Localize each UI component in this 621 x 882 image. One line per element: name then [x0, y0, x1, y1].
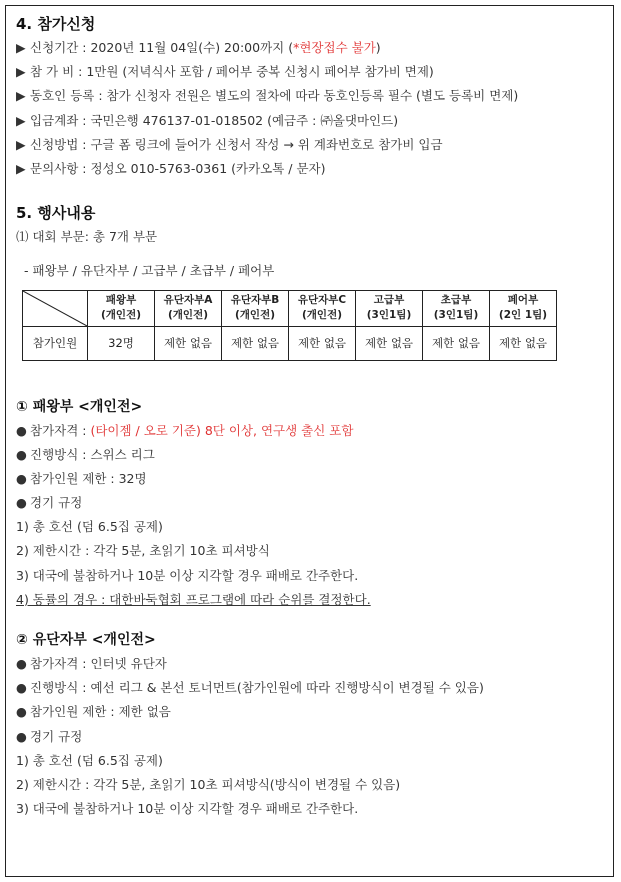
list-item	[16, 443, 606, 467]
list-item	[16, 652, 606, 676]
section-5-subtitle: ⑴ 대회 부문: 총 7개 부문	[16, 229, 158, 245]
list-item	[16, 491, 606, 515]
list-item	[16, 588, 606, 612]
circle-bullet-icon: ●	[16, 704, 27, 720]
list-item-text: 참가인원 제한 : 32명	[30, 470, 147, 486]
list-item-text: 신청기간 : 2020년 11월 04일(수) 20:00까지 (	[30, 40, 294, 55]
division-2-list	[16, 652, 606, 821]
list-item	[16, 797, 606, 821]
table-header: 유단자부C (개인전)	[289, 290, 356, 326]
list-item	[16, 109, 606, 133]
list-item	[16, 84, 606, 108]
list-item-text: 3) 대국에 불참하거나 10분 이상 지각할 경우 패배로 간주한다.	[16, 801, 359, 817]
list-item-text: 동호인 등록 : 참가 신청자 전원은 별도의 절차에 따라 동호인등록 필수 (별도 등록비 면제)	[30, 88, 519, 104]
division-2-title: ② 유단자부 <개인전>	[16, 632, 156, 648]
list-item-text: 1) 총 호선 (덤 6.5집 공제)	[16, 519, 163, 535]
circle-bullet-icon: ●	[16, 422, 27, 438]
triangle-bullet-icon: ▶	[16, 160, 26, 176]
list-item	[16, 749, 606, 773]
triangle-bullet-icon: ▶	[16, 112, 26, 128]
circle-bullet-icon: ●	[16, 728, 27, 744]
list-item-tail: )	[375, 40, 381, 55]
list-item-text: 3) 대국에 불참하거나 10분 이상 지각할 경우 패배로 간주한다.	[16, 567, 359, 583]
triangle-bullet-icon: ▶	[16, 136, 26, 152]
division-list: - 패왕부 / 유단자부 / 고급부 / 초급부 / 페어부	[24, 263, 275, 279]
table-cell: 제한 없음	[222, 326, 289, 360]
division-1-list	[16, 419, 606, 613]
circle-bullet-icon: ●	[16, 656, 27, 671]
table-header: 유단자부A (개인전)	[155, 290, 222, 326]
list-item-text: 2) 제한시간 : 각각 5분, 초읽기 10초 피셔방식(방식이 변경될 수 있음)	[16, 776, 401, 792]
list-item-text: 참가인원 제한 : 제한 없음	[30, 704, 171, 720]
list-item-text: 참가자격 :	[30, 422, 91, 438]
table-header: 유단자부B (개인전)	[222, 290, 289, 326]
section-4-title: 4. 참가신청	[16, 15, 96, 33]
document-body	[16, 12, 606, 821]
table-cell: 제한 없음	[289, 326, 356, 360]
list-item	[16, 419, 606, 443]
table-cell: 제한 없음	[423, 326, 490, 360]
triangle-bullet-icon: ▶	[16, 88, 26, 104]
highlight-text: (타이젬 / 오로 기준) 8단 이상, 연구생 출신 포함	[90, 422, 354, 438]
list-item	[16, 539, 606, 563]
list-item-text: 경기 규정	[30, 495, 83, 511]
table-cell: 제한 없음	[356, 326, 423, 360]
list-item-text: 참가자격 : 인터넷 유단자	[30, 656, 167, 671]
triangle-bullet-icon: ▶	[16, 40, 26, 55]
list-item	[16, 773, 606, 797]
circle-bullet-icon: ●	[16, 680, 27, 696]
list-item	[16, 157, 606, 181]
triangle-bullet-icon: ▶	[16, 64, 26, 80]
list-item-text: 2) 제한시간 : 각각 5분, 초읽기 10초 피셔방식	[16, 543, 270, 559]
circle-bullet-icon: ●	[16, 446, 27, 462]
list-item-text: 진행방식 : 스위스 리그	[30, 446, 155, 462]
diagonal-line	[23, 291, 87, 326]
division-table	[22, 290, 557, 361]
list-item	[16, 467, 606, 491]
list-item	[16, 564, 606, 588]
table-row	[23, 326, 557, 360]
highlight-text: *현장접수 불가	[293, 40, 376, 55]
list-item	[16, 133, 606, 157]
table-header: 고급부 (3인1팀)	[356, 290, 423, 326]
table-row-label: 참가인원	[23, 326, 88, 360]
list-item-text: 참 가 비 : 1만원 (저녁식사 포함 / 페어부 중복 신청시 페어부 참가비 면제)	[30, 64, 434, 80]
list-item-text: 4) 동률의 경우 : 대한바둑협회 프로그램에 따라 순위를 결정한다.	[16, 591, 371, 607]
list-item-text: 1) 총 호선 (덤 6.5집 공제)	[16, 752, 163, 768]
list-item-text: 문의사항 : 정성오 010-5763-0361 (카카오톡 / 문자)	[30, 160, 326, 176]
section-4-list	[16, 36, 606, 181]
table-cell: 제한 없음	[490, 326, 557, 360]
circle-bullet-icon: ●	[16, 495, 27, 511]
list-item-text: 경기 규정	[30, 728, 83, 744]
list-item	[16, 725, 606, 749]
circle-bullet-icon: ●	[16, 470, 27, 486]
list-item	[16, 60, 606, 84]
list-item-text: 진행방식 : 예선 리그 & 본선 토너먼트(참가인원에 따라 진행방식이 변경될 수 있음)	[30, 680, 484, 696]
table-header: 패왕부 (개인전)	[88, 290, 155, 326]
list-item-text: 입금계좌 : 국민은행 476137-01-018502 (예금주 : ㈜올댓마인드)	[30, 112, 399, 128]
table-header: 페어부 (2인 1팀)	[490, 290, 557, 326]
table-corner-cell	[23, 290, 88, 326]
division-1-title: ① 패왕부 <개인전>	[16, 398, 143, 415]
table-header: 초급부 (3인1팀)	[423, 290, 490, 326]
list-item	[16, 515, 606, 539]
table-cell: 제한 없음	[155, 326, 222, 360]
table-header-row	[23, 290, 557, 326]
table-cell: 32명	[88, 326, 155, 360]
section-5-title: 5. 행사내용	[16, 204, 96, 223]
list-item-text: 신청방법 : 구글 폼 링크에 들어가 신청서 작성 → 위 계좌번호로 참가비 입금	[30, 136, 443, 152]
list-item	[16, 36, 606, 60]
list-item	[16, 676, 606, 700]
list-item	[16, 700, 606, 724]
